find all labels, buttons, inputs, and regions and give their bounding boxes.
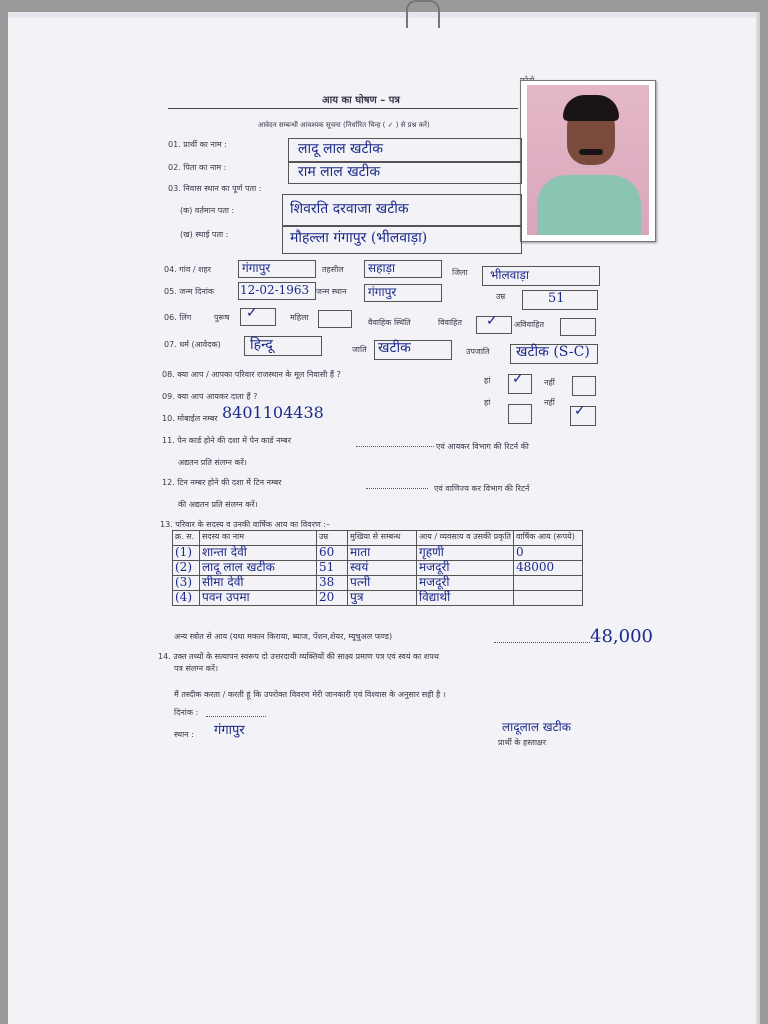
photo-shirt (537, 175, 641, 235)
cell-relation: स्वयं (348, 561, 417, 576)
family-income-table (172, 530, 583, 606)
table-row (173, 546, 583, 561)
female-checkbox[interactable] (318, 310, 352, 328)
village: गंगापुर (242, 261, 271, 275)
table-row (173, 561, 583, 576)
col-header-relation: मुखिया से सम्बन्ध (348, 531, 417, 546)
declaration-text: मैं तस्दीक करता / करती हूं कि उपरोक्त विवरण मेरी जानकारी एवं विश्वास के अनुसार सही है । (174, 690, 446, 699)
cell-income (514, 576, 583, 591)
cell-age: 20 (317, 591, 348, 606)
q02-label: 02. पिता का नाम : (168, 163, 227, 172)
q08-yes-check-mark-icon: ✓ (512, 371, 524, 387)
q11-tail: एवं आयकर विभाग की रिटर्न की (436, 442, 529, 451)
q14-label: 14. उक्त तथ्यों के सत्यापन स्वरूप दो उत्तरदायी व्यक्तियों की साक्ष्य प्रमाण पत्र एवं स्वयं का शपथ (158, 652, 439, 661)
q03a-label: (क) वर्तमान पता : (180, 206, 235, 215)
cell-serial: (4) (173, 591, 200, 606)
q01-label: 01. प्रार्थी का नाम : (168, 140, 227, 149)
unmarried-label: अविवाहित (514, 320, 545, 329)
religion: हिन्दू (250, 337, 273, 353)
pan-number-line[interactable] (356, 446, 434, 447)
father-name: राम लाल खटीक (298, 164, 381, 180)
q08-no-checkbox[interactable] (572, 376, 596, 396)
q12-line2: की अद्यतन प्रति संलग्न करें। (178, 500, 258, 509)
q05-label: 05. जन्म दिनांक (164, 287, 215, 296)
male-label: पुरूष (214, 313, 230, 322)
dob: 12-02-1963 (240, 283, 310, 297)
other-income-value: 48,000 (590, 626, 653, 647)
unmarried-checkbox[interactable] (560, 318, 596, 336)
male-check-mark-icon: ✓ (246, 305, 258, 321)
cell-name: पवन उपमा (200, 591, 317, 606)
subcaste-label: उपजाति (466, 347, 490, 356)
q03b-label: (ख) स्थाई पता : (180, 230, 229, 239)
cell-serial: (1) (173, 546, 200, 561)
cell-income: 0 (514, 546, 583, 561)
subcaste: खटीक (S-C) (516, 344, 590, 360)
instruction-text: आवेदन सम्बन्धी आवश्यक सूचना (निर्धारित चिन्ह ( ✓ ) से प्रश्न करें) (258, 121, 430, 129)
q07-label: 07. धर्म (आवेदक) (164, 340, 221, 349)
q08-label: 08. क्या आप / आपका परिवार राजस्थान के मूल निवासी हैं ? (162, 370, 341, 379)
applicant-photo (520, 80, 656, 242)
current-address: शिवरति दरवाजा खटीक (290, 201, 409, 217)
cell-relation: माता (348, 546, 417, 561)
q11-label: 11. पेन कार्ड होने की दशा में पेन कार्ड नम्बर (162, 436, 291, 445)
q09-no-check-mark-icon: ✓ (574, 403, 586, 419)
q13-label: 13. परिवार के सदस्य व उनकी वार्षिक आय का विवरण :– (160, 520, 330, 529)
cell-name: सीमा देवी (200, 576, 317, 591)
birthplace: गंगापुर (368, 285, 397, 299)
date-line[interactable] (206, 716, 266, 717)
col-header-name: सदस्य का नाम (200, 531, 317, 546)
col-header-annual-income: वार्षिक आय (रूपये) (514, 531, 583, 546)
title-rule (168, 108, 518, 109)
q09-yes-checkbox[interactable] (508, 404, 532, 424)
photo-hair (563, 95, 619, 121)
caste-label: जाति (352, 345, 367, 354)
col-header-occupation: आय / व्यवसाय व उसकी प्रकृति (417, 531, 514, 546)
place-label: स्थान : (174, 730, 194, 739)
q03-label: 03. निवास स्थान का पूर्ण पता : (168, 184, 262, 193)
tehsil: सहाड़ा (368, 261, 396, 275)
col-header-age: उम्र (317, 531, 348, 546)
q09-yes-label: हां (484, 398, 491, 407)
district-label: जिला (452, 268, 468, 277)
q09-no-label: नहीं (544, 398, 555, 407)
cell-name: शान्ता देवी (200, 546, 317, 561)
other-income-line[interactable] (494, 642, 590, 643)
married-check-mark-icon: ✓ (486, 313, 498, 329)
cell-name: लादू लाल खटीक (200, 561, 317, 576)
other-income-label: अन्य स्त्रोत से आय (यथा मकान किराया, ब्याज, पेंशन,शेयर, म्यूचुअल फण्ड) (174, 632, 393, 641)
cell-relation: पत्नी (348, 576, 417, 591)
cell-income (514, 591, 583, 606)
cell-occupation: मजदूरी (417, 561, 514, 576)
cell-age: 51 (317, 561, 348, 576)
applicant-name: लादू लाल खटीक (298, 141, 383, 157)
district: भीलवाड़ा (490, 268, 529, 282)
cell-occupation: मजदूरी (417, 576, 514, 591)
marital-label: वैवाहिक स्थिति (368, 318, 411, 327)
caste: खटीक (378, 340, 411, 356)
mobile-number: 8401104438 (222, 403, 324, 422)
q11-line2: अद्यतन प्रति संलग्न करें। (178, 458, 247, 467)
married-label: विवाहित (438, 318, 462, 327)
age-label: उम्र (496, 292, 506, 301)
signature-label: प्रार्थी के हस्ताक्षर (498, 738, 547, 747)
permanent-address: मौहल्ला गंगापुर (भीलवाड़ा) (290, 230, 428, 246)
q04-label: 04. गांव / शहर (164, 265, 212, 274)
q08-no-label: नहीं (544, 378, 555, 387)
cell-occupation: गृहणी (417, 546, 514, 561)
date-label: दिनांक : (174, 708, 199, 717)
q12-label: 12. टिन नम्बर होने की दशा में टिन नम्बर (162, 478, 282, 487)
cell-serial: (3) (173, 576, 200, 591)
cell-income: 48000 (514, 561, 583, 576)
photo-mustache (579, 149, 603, 155)
cell-age: 60 (317, 546, 348, 561)
cell-age: 38 (317, 576, 348, 591)
tin-number-line[interactable] (366, 488, 428, 489)
cell-occupation: विद्यार्थी (417, 591, 514, 606)
tehsil-label: तहसील (322, 265, 344, 274)
col-header-serial: क्र. स. (173, 531, 200, 546)
birthplace-label: जन्म स्थान (316, 287, 347, 296)
q10-label: 10. मोबाईल नम्बर (162, 414, 218, 423)
q08-yes-label: हां (484, 376, 491, 385)
table-header-row (173, 531, 583, 546)
female-label: महिला (290, 313, 309, 322)
paper-clip (406, 0, 440, 28)
table-row (173, 576, 583, 591)
q06-label: 06. लिंग (164, 313, 192, 322)
q12-tail: एवं वाणिज्य कर विभाग की रिटर्न (434, 484, 530, 493)
q14-line2: पत्र संलग्न करें। (174, 664, 219, 673)
q09-label: 09. क्या आप आयकर दाता हैं ? (162, 392, 258, 401)
page-title: आय का घोषण – पत्र (322, 95, 400, 106)
place-value: गंगापुर (214, 723, 245, 738)
applicant-signature: लादूलाल खटीक (502, 720, 571, 734)
cell-serial: (2) (173, 561, 200, 576)
age: 51 (548, 291, 565, 306)
cell-relation: पुत्र (348, 591, 417, 606)
table-row (173, 591, 583, 606)
